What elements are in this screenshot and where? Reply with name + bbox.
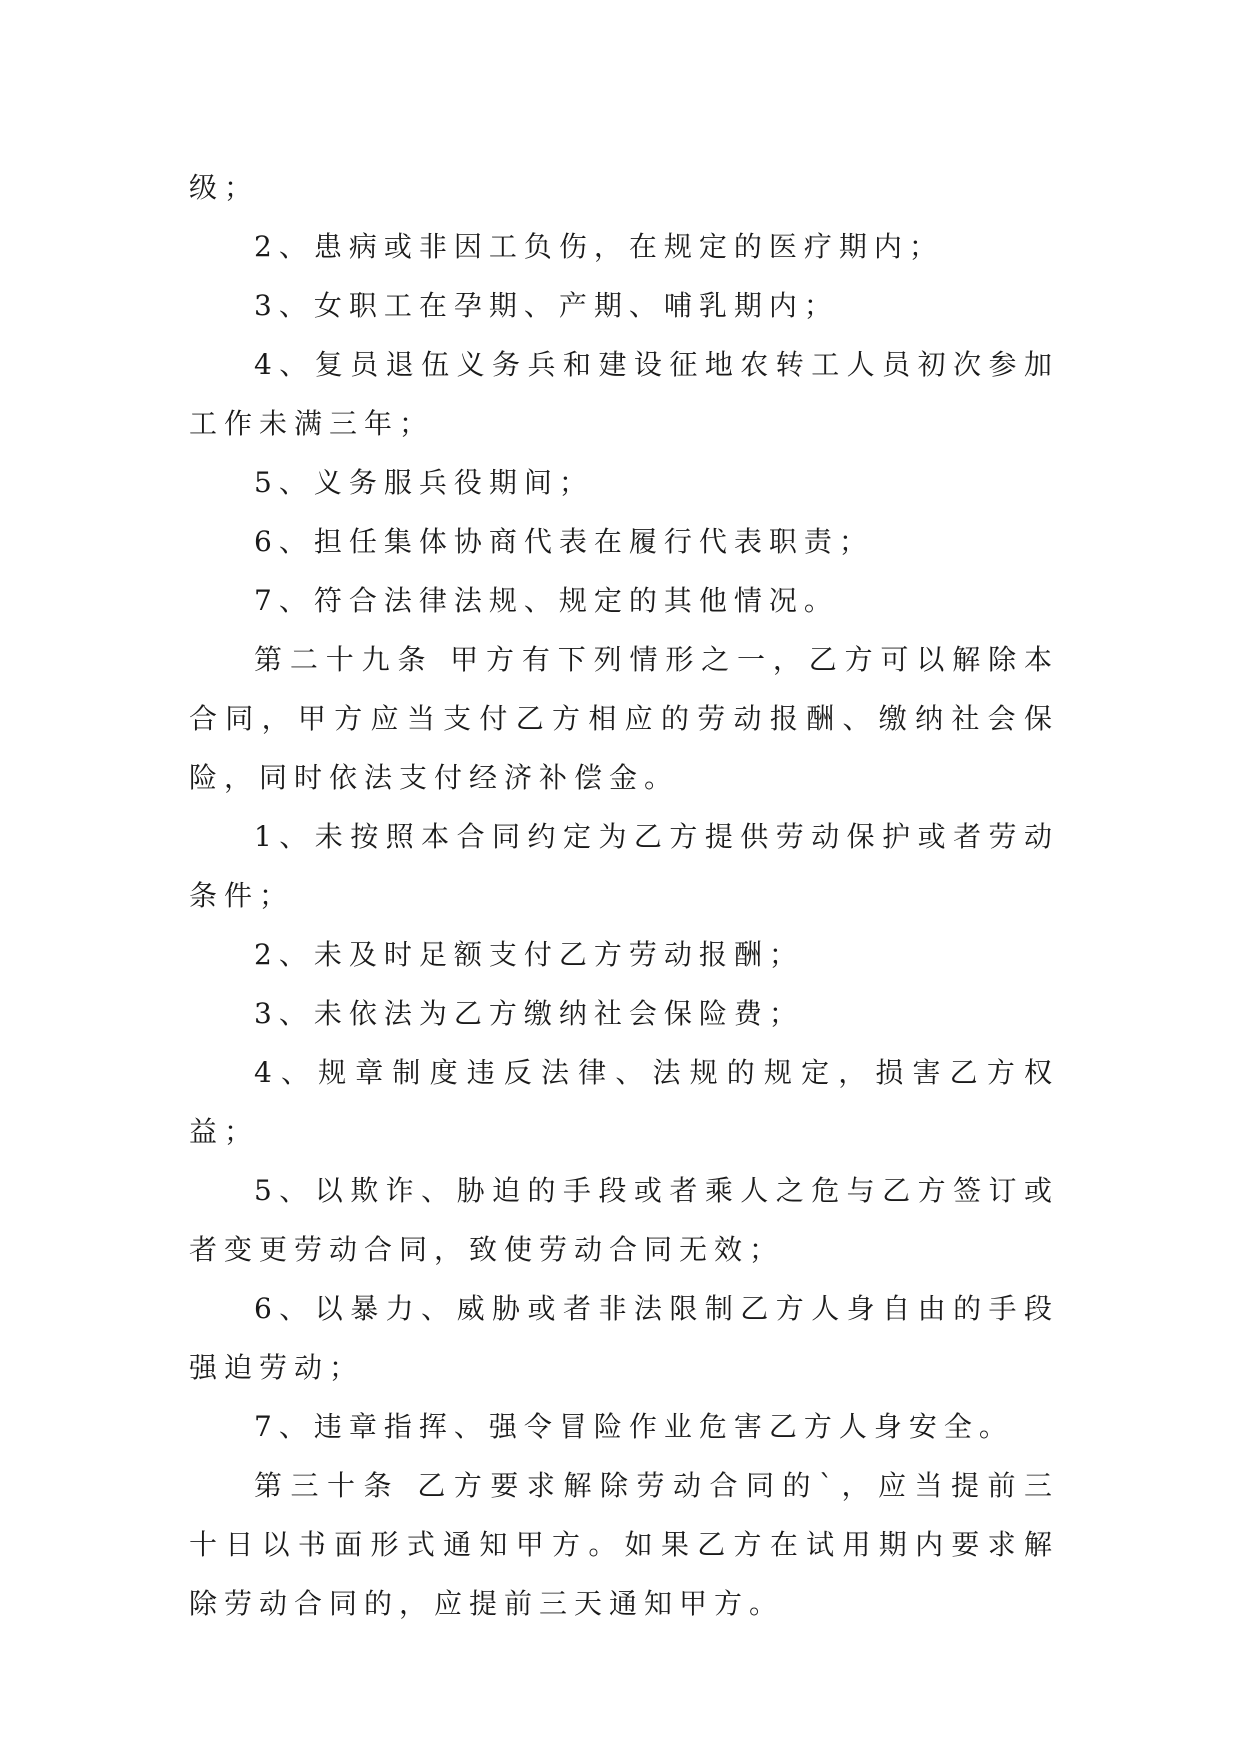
article-30: 第三十条 乙方要求解除劳动合同的`，应当提前三十日以书面形式通知甲方。如果乙方在试用期内要求解除劳动合同的，应提前三天通知甲方。 — [189, 1469, 1059, 1620]
list-item-4: 4、复员退伍义务兵和建设征地农转工人员初次参加工作未满三年； — [189, 348, 1059, 440]
article-29: 第二十九条 甲方有下列情形之一，乙方可以解除本合同，甲方应当支付乙方相应的劳动报酬、缴纳社会保险，同时依法支付经济补偿金。 — [189, 643, 1059, 794]
list-item-3: 3、女职工在孕期、产期、哺乳期内； — [254, 289, 839, 322]
article-29-item-5: 5、以欺诈、胁迫的手段或者乘人之危与乙方签订或者变更劳动合同，致使劳动合同无效； — [189, 1174, 1059, 1266]
list-item-2: 2、患病或非因工负伤，在规定的医疗期内； — [254, 230, 944, 263]
list-item-6: 6、担任集体协商代表在履行代表职责； — [254, 525, 874, 558]
list-item-7: 7、符合法律法规、规定的其他情况。 — [254, 584, 839, 617]
document-body — [189, 158, 1059, 1633]
paragraph-continuation: 级； — [189, 171, 260, 204]
article-29-item-7: 7、违章指挥、强令冒险作业危害乙方人身安全。 — [254, 1410, 1014, 1443]
article-29-item-4: 4、规章制度违反法律、法规的规定，损害乙方权益； — [189, 1056, 1059, 1148]
article-29-item-1: 1、未按照本合同约定为乙方提供劳动保护或者劳动条件； — [189, 820, 1059, 912]
list-item-5: 5、义务服兵役期间； — [254, 466, 594, 499]
article-29-item-3: 3、未依法为乙方缴纳社会保险费； — [254, 997, 804, 1030]
article-29-item-2: 2、未及时足额支付乙方劳动报酬； — [254, 938, 804, 971]
article-29-item-6: 6、以暴力、威胁或者非法限制乙方人身自由的手段强迫劳动； — [189, 1292, 1059, 1384]
